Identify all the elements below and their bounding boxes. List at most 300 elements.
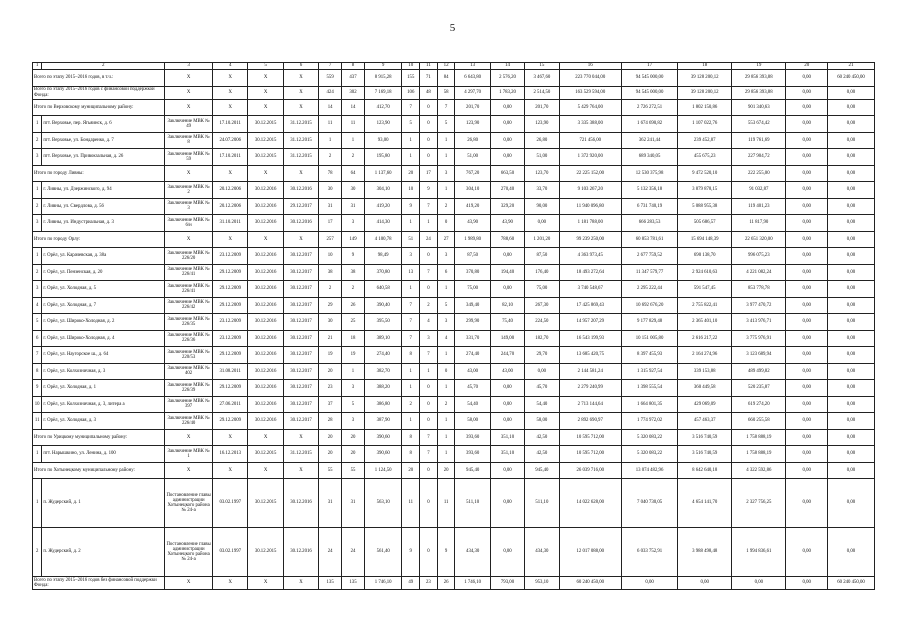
column-number: 2: [42, 63, 165, 70]
value-cell: 30.12.2016: [248, 396, 283, 413]
value-cell: 5 429 764,00: [559, 99, 621, 116]
address-cell: пгт. Верховье, пер. Ягьяинск, д. 6: [42, 116, 165, 133]
value-cell: 0: [420, 116, 438, 133]
value-cell: 30.12.2016: [248, 215, 283, 232]
value-cell: 8: [402, 347, 420, 364]
value-cell: 163 529 594,00: [559, 86, 621, 99]
value-cell: 5 320 083,22: [621, 446, 677, 463]
value-cell: 0,00: [490, 413, 524, 430]
value-cell: 9: [342, 248, 365, 265]
value-cell: 302: [342, 86, 365, 99]
value-cell: 0,00: [786, 413, 828, 430]
value-cell: 222 255,00: [732, 165, 786, 182]
subtotal-row: [33, 86, 875, 99]
value-cell: 1: [402, 380, 420, 397]
value-cell: 0,00: [786, 99, 828, 116]
value-cell: 30.12.2016: [248, 297, 283, 314]
value-cell: 2: [402, 396, 420, 413]
value-cell: 1: [437, 149, 455, 166]
value-cell: 135: [342, 577, 365, 590]
row-label: Всего по этапу 2015–2016 годов без финансовой поддержки Фонда:: [33, 577, 165, 590]
value-cell: 559: [319, 70, 342, 87]
value-cell: 0,00: [828, 215, 875, 232]
value-cell: 37: [319, 396, 342, 413]
table-row: [33, 314, 875, 331]
value-cell: 12 530 375,98: [621, 165, 677, 182]
value-cell: 0,00: [828, 165, 875, 182]
document-cell: Заключение МВК № 1: [165, 446, 213, 463]
value-cell: 10: [319, 248, 342, 265]
value-cell: 3 516 740,59: [678, 446, 732, 463]
value-cell: X: [248, 462, 283, 479]
value-cell: 3: [342, 413, 365, 430]
value-cell: 1 758 888,19: [732, 446, 786, 463]
value-cell: 0,00: [828, 429, 875, 446]
value-cell: 30.12.2017: [283, 297, 318, 314]
value-cell: X: [283, 429, 318, 446]
row-number: 10: [33, 396, 42, 413]
row-number: 3: [33, 281, 42, 298]
value-cell: 0,00: [786, 347, 828, 364]
value-cell: 82,10: [490, 297, 524, 314]
value-cell: 1 315 927,54: [621, 363, 677, 380]
column-number: 5: [248, 63, 283, 70]
value-cell: X: [248, 231, 283, 248]
value-cell: 1 107 022,76: [678, 116, 732, 133]
value-cell: 30.12.2015: [248, 528, 283, 577]
value-cell: X: [283, 99, 318, 116]
value-cell: 1 398 555,54: [621, 380, 677, 397]
value-cell: X: [213, 462, 248, 479]
value-cell: 414,30: [364, 215, 401, 232]
value-cell: 43,00: [455, 363, 490, 380]
value-cell: 362 241,44: [621, 132, 677, 149]
value-cell: 351,10: [490, 429, 524, 446]
value-cell: 0,00: [828, 297, 875, 314]
value-cell: 30.12.2016: [283, 528, 318, 577]
subtotal-row: [33, 165, 875, 182]
value-cell: 3 335 388,00: [559, 116, 621, 133]
value-cell: 0,00: [786, 198, 828, 215]
value-cell: 0,00: [786, 264, 828, 281]
value-cell: 30.12.2016: [248, 380, 283, 397]
value-cell: 30.12.2017: [283, 363, 318, 380]
value-cell: 13: [402, 264, 420, 281]
value-cell: 3: [342, 215, 365, 232]
column-number: 13: [455, 63, 490, 70]
value-cell: 591 547,45: [678, 281, 732, 298]
value-cell: 0: [420, 149, 438, 166]
value-cell: 14: [319, 99, 342, 116]
value-cell: 0,00: [490, 116, 524, 133]
table-row: [33, 198, 875, 215]
address-cell: г. Орёл, ул. Широко-Холодная, д. 4: [42, 330, 165, 347]
value-cell: 2: [437, 198, 455, 215]
value-cell: 767,20: [455, 165, 490, 182]
row-number: 3: [33, 149, 42, 166]
value-cell: 30.12.2016: [248, 413, 283, 430]
value-cell: 3: [420, 330, 438, 347]
value-cell: X: [213, 70, 248, 87]
value-cell: 10 595 712,00: [559, 446, 621, 463]
value-cell: 390,60: [364, 429, 401, 446]
value-cell: 1 758 888,19: [732, 429, 786, 446]
value-cell: 5 132 356,18: [621, 182, 677, 199]
value-cell: 1 746,10: [455, 577, 490, 590]
value-cell: 2 713 144,64: [559, 396, 621, 413]
value-cell: 0,00: [828, 248, 875, 265]
subtotal-row: [33, 99, 875, 116]
value-cell: 58,00: [455, 413, 490, 430]
value-cell: 99 239 250,00: [559, 231, 621, 248]
value-cell: 17.10.2011: [213, 116, 248, 133]
value-cell: 29.12.2009: [213, 413, 248, 430]
row-number: 7: [33, 347, 42, 364]
value-cell: 434,30: [525, 528, 559, 577]
column-number: 6: [283, 63, 318, 70]
value-cell: 23: [319, 380, 342, 397]
value-cell: 1 989,80: [455, 231, 490, 248]
value-cell: X: [213, 577, 248, 590]
value-cell: 5: [402, 116, 420, 133]
value-cell: 257: [319, 231, 342, 248]
value-cell: 1: [402, 132, 420, 149]
value-cell: 419,20: [364, 198, 401, 215]
table-row: [33, 363, 875, 380]
value-cell: 43,90: [455, 215, 490, 232]
value-cell: 489 499,82: [732, 363, 786, 380]
value-cell: 58: [437, 86, 455, 99]
value-cell: X: [248, 86, 283, 99]
row-label: Всего по этапу 2015–2016 годов, в т.ч.:: [33, 70, 165, 87]
value-cell: 25: [342, 314, 365, 331]
value-cell: 30.12.2015: [248, 479, 283, 528]
table-row: [33, 479, 875, 528]
value-cell: 6 643,80: [455, 70, 490, 87]
value-cell: 3 977 470,72: [732, 297, 786, 314]
value-cell: 51: [402, 231, 420, 248]
value-cell: 3: [437, 248, 455, 265]
value-cell: 6: [437, 264, 455, 281]
value-cell: 20: [319, 429, 342, 446]
value-cell: 3 413 976,71: [732, 314, 786, 331]
value-cell: 26: [437, 577, 455, 590]
value-cell: 0,00: [786, 182, 828, 199]
value-cell: 4: [420, 314, 438, 331]
table-row: [33, 215, 875, 232]
value-cell: 55: [319, 462, 342, 479]
value-cell: 1: [420, 363, 438, 380]
value-cell: 393,60: [455, 446, 490, 463]
document-cell: Заключение МВК № 2: [165, 182, 213, 199]
value-cell: 1: [437, 446, 455, 463]
value-cell: 23.12.2009: [213, 314, 248, 331]
value-cell: 5: [437, 297, 455, 314]
value-cell: 0,00: [828, 330, 875, 347]
row-number: 1: [33, 479, 42, 528]
value-cell: X: [283, 165, 318, 182]
value-cell: 0,00: [786, 380, 828, 397]
value-cell: 30.12.2017: [283, 264, 318, 281]
value-cell: 30.12.2016: [283, 215, 318, 232]
table-row: [33, 264, 875, 281]
value-cell: 0,00: [786, 429, 828, 446]
address-cell: г. Орёл, ул. Колхозничная, д. 3: [42, 363, 165, 380]
address-cell: пгт. Верховье, ул. Привокзальная, д. 26: [42, 149, 165, 166]
value-cell: 0,00: [786, 132, 828, 149]
value-cell: 4 100,78: [364, 231, 401, 248]
resettlement-table: [32, 62, 875, 590]
table-row: [33, 330, 875, 347]
value-cell: 6 731 740,19: [621, 198, 677, 215]
value-cell: 03.02.1997: [213, 479, 248, 528]
value-cell: 106: [402, 86, 420, 99]
value-cell: 60 240 450,00: [559, 577, 621, 590]
table-row: [33, 528, 875, 577]
value-cell: 0: [420, 479, 438, 528]
address-cell: г. Орёл, ул. Пензенская, д. 20: [42, 264, 165, 281]
value-cell: 30: [319, 314, 342, 331]
value-cell: 03.02.1997: [213, 528, 248, 577]
value-cell: 30.12.2017: [283, 413, 318, 430]
value-cell: 2: [319, 281, 342, 298]
value-cell: 0,00: [786, 116, 828, 133]
value-cell: 17 425 869,43: [559, 297, 621, 314]
value-cell: 3 988 498,48: [678, 528, 732, 577]
value-cell: 155: [402, 70, 420, 87]
value-cell: 223 770 044,00: [559, 70, 621, 87]
value-cell: 2 677 759,52: [621, 248, 677, 265]
value-cell: 29.12.2009: [213, 281, 248, 298]
value-cell: 429 069,09: [678, 396, 732, 413]
value-cell: 0,00: [786, 479, 828, 528]
value-cell: 3: [342, 380, 365, 397]
value-cell: 1: [402, 281, 420, 298]
table-row: [33, 446, 875, 463]
value-cell: 60 240 450,00: [828, 577, 875, 590]
value-cell: 0,00: [786, 215, 828, 232]
value-cell: 7: [420, 264, 438, 281]
value-cell: 2 616 217,22: [678, 330, 732, 347]
value-cell: 7: [420, 198, 438, 215]
value-cell: 520 235,87: [732, 380, 786, 397]
value-cell: X: [213, 231, 248, 248]
value-cell: 1: [342, 363, 365, 380]
value-cell: 0,00: [490, 149, 524, 166]
column-number: 1: [33, 63, 42, 70]
value-cell: 11 940 096,80: [559, 198, 621, 215]
value-cell: X: [283, 86, 318, 99]
value-cell: 0,00: [786, 314, 828, 331]
document-cell: X: [165, 462, 213, 479]
value-cell: 2 576,20: [490, 70, 524, 87]
value-cell: X: [213, 165, 248, 182]
document-cell: X: [165, 165, 213, 182]
value-cell: 4 363 973,45: [559, 248, 621, 265]
value-cell: 20: [319, 363, 342, 380]
value-cell: 360 449,58: [678, 380, 732, 397]
address-cell: пгт. Верховье, ул. Бондаренко, д. 7: [42, 132, 165, 149]
value-cell: 663,50: [490, 165, 524, 182]
value-cell: 0,00: [621, 577, 677, 590]
table-row: [33, 281, 875, 298]
value-cell: 149: [342, 231, 365, 248]
value-cell: 0,00: [828, 281, 875, 298]
value-cell: 0,00: [490, 462, 524, 479]
document-cell: Заключение МВК № 402: [165, 363, 213, 380]
column-number: 9: [364, 63, 401, 70]
document-cell: Постановление главы администрации Хотынецкого района № 24-а: [165, 479, 213, 528]
address-cell: г. Ливны, ул. Дзержинского, д. 94: [42, 182, 165, 199]
value-cell: 10 151 005,80: [621, 330, 677, 347]
value-cell: 0,00: [786, 577, 828, 590]
value-cell: 2 164 274,96: [678, 347, 732, 364]
value-cell: 17: [319, 215, 342, 232]
row-number: 11: [33, 413, 42, 430]
value-cell: 0,00: [828, 413, 875, 430]
value-cell: 561,40: [364, 528, 401, 577]
row-number: 2: [33, 132, 42, 149]
address-cell: г. Орёл, ул. Колхозничная, д. 3, литера а: [42, 396, 165, 413]
value-cell: 1 783,20: [490, 86, 524, 99]
value-cell: 30.12.2017: [283, 281, 318, 298]
value-cell: 87,50: [455, 248, 490, 265]
value-cell: 0: [437, 363, 455, 380]
value-cell: 1: [420, 215, 438, 232]
address-cell: г. Ливны, ул. Свердлова, д. 56: [42, 198, 165, 215]
document-cell: Заключение МВК № 226/35: [165, 314, 213, 331]
value-cell: 123,90: [364, 116, 401, 133]
value-cell: 30.12.2016: [248, 330, 283, 347]
value-cell: 349,40: [455, 297, 490, 314]
value-cell: 9 103 267,20: [559, 182, 621, 199]
subtotal-row: [33, 429, 875, 446]
value-cell: 23: [420, 577, 438, 590]
value-cell: 511,10: [525, 479, 559, 528]
value-cell: 22 651 320,00: [732, 231, 786, 248]
value-cell: 31.12.2015: [283, 149, 318, 166]
value-cell: 0,00: [786, 165, 828, 182]
table-row: [33, 182, 875, 199]
value-cell: 0,00: [786, 462, 828, 479]
address-cell: г. Орёл, ул. Широко-Холодная, д. 2: [42, 314, 165, 331]
value-cell: 3 516 740,59: [678, 429, 732, 446]
column-number: 10: [402, 63, 420, 70]
value-cell: 17.10.2011: [213, 149, 248, 166]
value-cell: 351,10: [490, 446, 524, 463]
value-cell: 0,00: [490, 248, 524, 265]
value-cell: 0: [420, 462, 438, 479]
value-cell: 22 225 152,00: [559, 165, 621, 182]
document-cell: X: [165, 70, 213, 87]
document-cell: X: [165, 231, 213, 248]
document-cell: Заключение МВК № 8: [165, 132, 213, 149]
value-cell: 60 853 781,61: [621, 231, 677, 248]
value-cell: 437: [342, 70, 365, 87]
value-cell: 7 040 730,05: [621, 479, 677, 528]
value-cell: 123,90: [455, 116, 490, 133]
value-cell: 0,00: [828, 446, 875, 463]
value-cell: 55: [342, 462, 365, 479]
value-cell: 5: [342, 396, 365, 413]
value-cell: 182,70: [525, 330, 559, 347]
value-cell: 30.12.2017: [283, 330, 318, 347]
value-cell: 7: [402, 314, 420, 331]
value-cell: 30.12.2015: [248, 132, 283, 149]
document-cell: Заключение МВК № 59: [165, 149, 213, 166]
value-cell: 71: [420, 70, 438, 87]
value-cell: 412,70: [364, 99, 401, 116]
value-cell: 0,00: [786, 70, 828, 87]
value-cell: 0,00: [828, 264, 875, 281]
value-cell: 10 692 676,20: [621, 297, 677, 314]
value-cell: 0,00: [490, 281, 524, 298]
value-cell: 30.12.2016: [283, 182, 318, 199]
address-cell: г. Ливны, ул. Индустриальная, д. 3: [42, 215, 165, 232]
value-cell: 27: [437, 231, 455, 248]
value-cell: 15 694 148,39: [678, 231, 732, 248]
value-cell: 11 347 579,77: [621, 264, 677, 281]
value-cell: 3: [402, 248, 420, 265]
value-cell: 7: [402, 330, 420, 347]
document-cell: Заключение МВК № 6/н: [165, 215, 213, 232]
value-cell: 0,00: [828, 396, 875, 413]
value-cell: 1 802 150,86: [678, 99, 732, 116]
row-label: Итого по Верховскому муниципальному району:: [33, 99, 165, 116]
value-cell: 0,00: [786, 396, 828, 413]
row-label: Итого по городу Орлу:: [33, 231, 165, 248]
value-cell: 3 879 878,15: [678, 182, 732, 199]
value-cell: X: [283, 231, 318, 248]
value-cell: 98,49: [364, 248, 401, 265]
value-cell: X: [248, 165, 283, 182]
address-cell: г. Орёл, ул. Наугорское ш., д. 64: [42, 347, 165, 364]
table-row: [33, 149, 875, 166]
value-cell: 7 169,18: [364, 86, 401, 99]
table-row: [33, 413, 875, 430]
value-cell: 20.12.2006: [213, 198, 248, 215]
value-cell: 42,50: [525, 446, 559, 463]
value-cell: X: [283, 70, 318, 87]
row-number: 1: [33, 116, 42, 133]
value-cell: 31: [342, 198, 365, 215]
value-cell: 2 365 401,10: [678, 314, 732, 331]
subtotal-row: [33, 70, 875, 87]
value-cell: 1 746,10: [364, 577, 401, 590]
value-cell: 30: [342, 182, 365, 199]
subtotal-row: [33, 577, 875, 590]
value-cell: 19: [319, 347, 342, 364]
value-cell: 1: [437, 429, 455, 446]
value-cell: 457 463,37: [678, 413, 732, 430]
row-number: 9: [33, 380, 42, 397]
value-cell: 11: [437, 479, 455, 528]
row-number: 1: [33, 182, 42, 199]
value-cell: 20: [402, 165, 420, 182]
value-cell: 30: [319, 182, 342, 199]
value-cell: 1: [437, 281, 455, 298]
document-cell: Заключение МВК № 226/41: [165, 264, 213, 281]
value-cell: X: [283, 577, 318, 590]
value-cell: 0,00: [786, 248, 828, 265]
value-cell: 390,40: [364, 297, 401, 314]
value-cell: 721 456,00: [559, 132, 621, 149]
value-cell: 87,50: [525, 248, 559, 265]
column-number: 18: [678, 63, 732, 70]
value-cell: X: [248, 70, 283, 87]
subtotal-row: [33, 462, 875, 479]
document-cell: Заключение МВК № 226/20: [165, 248, 213, 265]
